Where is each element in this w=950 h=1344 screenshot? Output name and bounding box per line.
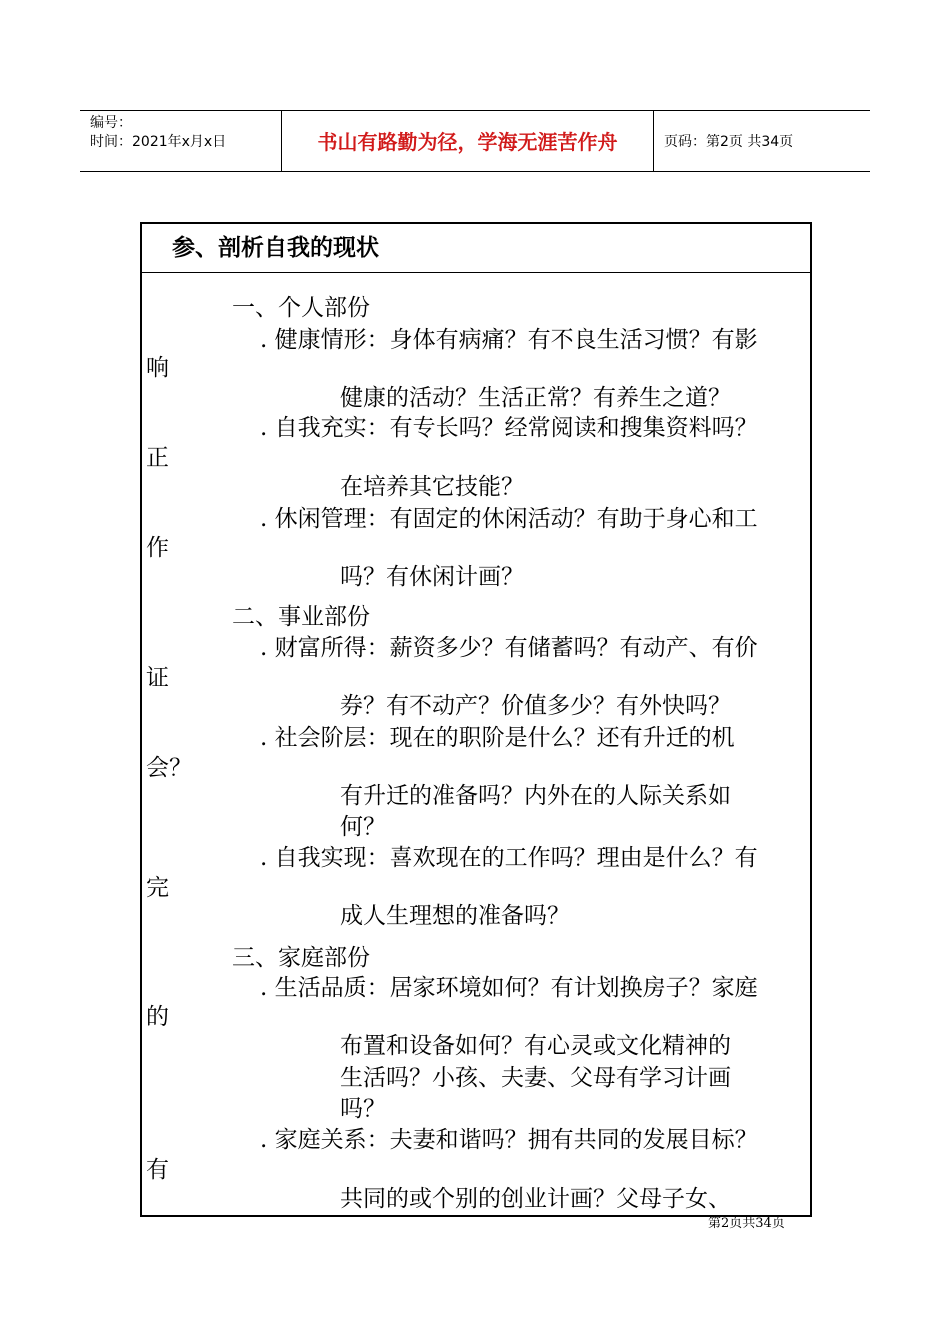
body-line: 在培养其它技能？ — [340, 474, 524, 500]
body-line: 有升迁的准备吗？内外在的人际关系如 — [340, 783, 731, 809]
side-char: 证 — [146, 665, 169, 691]
body-line: . 社会阶层：现在的职阶是什么？还有升迁的机 — [260, 725, 735, 751]
body-line: . 健康情形：身体有病痛？有不良生活习惯？有影 — [260, 327, 758, 353]
subsection-heading: 一、个人部份 — [232, 295, 370, 321]
side-char: 作 — [146, 535, 169, 561]
side-char: 完 — [146, 875, 169, 901]
body-line: 吗？有休闲计画？ — [340, 564, 524, 590]
subsection-heading: 三、家庭部份 — [232, 945, 370, 971]
header-top-rule — [80, 110, 870, 111]
body-line: . 自我充实：有专长吗？经常阅读和搜集资料吗？ — [260, 415, 758, 441]
body-line: 生活吗？小孩、夫妻、父母有学习计画 — [340, 1065, 731, 1091]
header-bottom-rule — [80, 171, 870, 172]
section-title-row — [142, 224, 810, 273]
content-box — [140, 222, 812, 1217]
side-char: 有 — [146, 1157, 169, 1183]
header-time-label: 时间：2021年x月x日 — [90, 134, 227, 150]
body-line: . 自我实现：喜欢现在的工作吗？理由是什么？有 — [260, 845, 758, 871]
side-char: 的 — [146, 1004, 169, 1030]
body-line: 布置和设备如何？有心灵或文化精神的 — [340, 1033, 731, 1059]
side-char: 会？ — [146, 755, 192, 781]
body-line: 成人生理想的准备吗？ — [340, 903, 570, 929]
section-title: 参、剖析自我的现状 — [172, 235, 379, 261]
header-page-label: 页码：第2页 共34页 — [664, 134, 794, 150]
header-motto: 书山有路勤为径，学海无涯苦作舟 — [317, 130, 618, 154]
body-line: 何？ — [340, 814, 386, 840]
body-line: 健康的活动？生活正常？有养生之道？ — [340, 385, 731, 411]
body-line: . 休闲管理：有固定的休闲活动？有助于身心和工 — [260, 506, 758, 532]
body-line: 共同的或个别的创业计画？父母子女、 — [340, 1186, 731, 1212]
page-footer: 第2页共34页 — [708, 1216, 785, 1231]
header-separator — [653, 110, 654, 171]
side-char: 正 — [146, 445, 169, 471]
body-line: 吗？ — [340, 1096, 386, 1122]
body-line: . 生活品质：居家环境如何？有计划换房子？家庭 — [260, 975, 758, 1001]
body-line: 券？有不动产？价值多少？有外快吗？ — [340, 693, 731, 719]
subsection-heading: 二、事业部份 — [232, 604, 370, 630]
side-char: 响 — [146, 355, 169, 381]
body-line: . 财富所得：薪资多少？有储蓄吗？有动产、有价 — [260, 635, 758, 661]
body-line: . 家庭关系：夫妻和谐吗？拥有共同的发展目标？ — [260, 1127, 758, 1153]
header-id-label: 编号： — [90, 115, 132, 131]
